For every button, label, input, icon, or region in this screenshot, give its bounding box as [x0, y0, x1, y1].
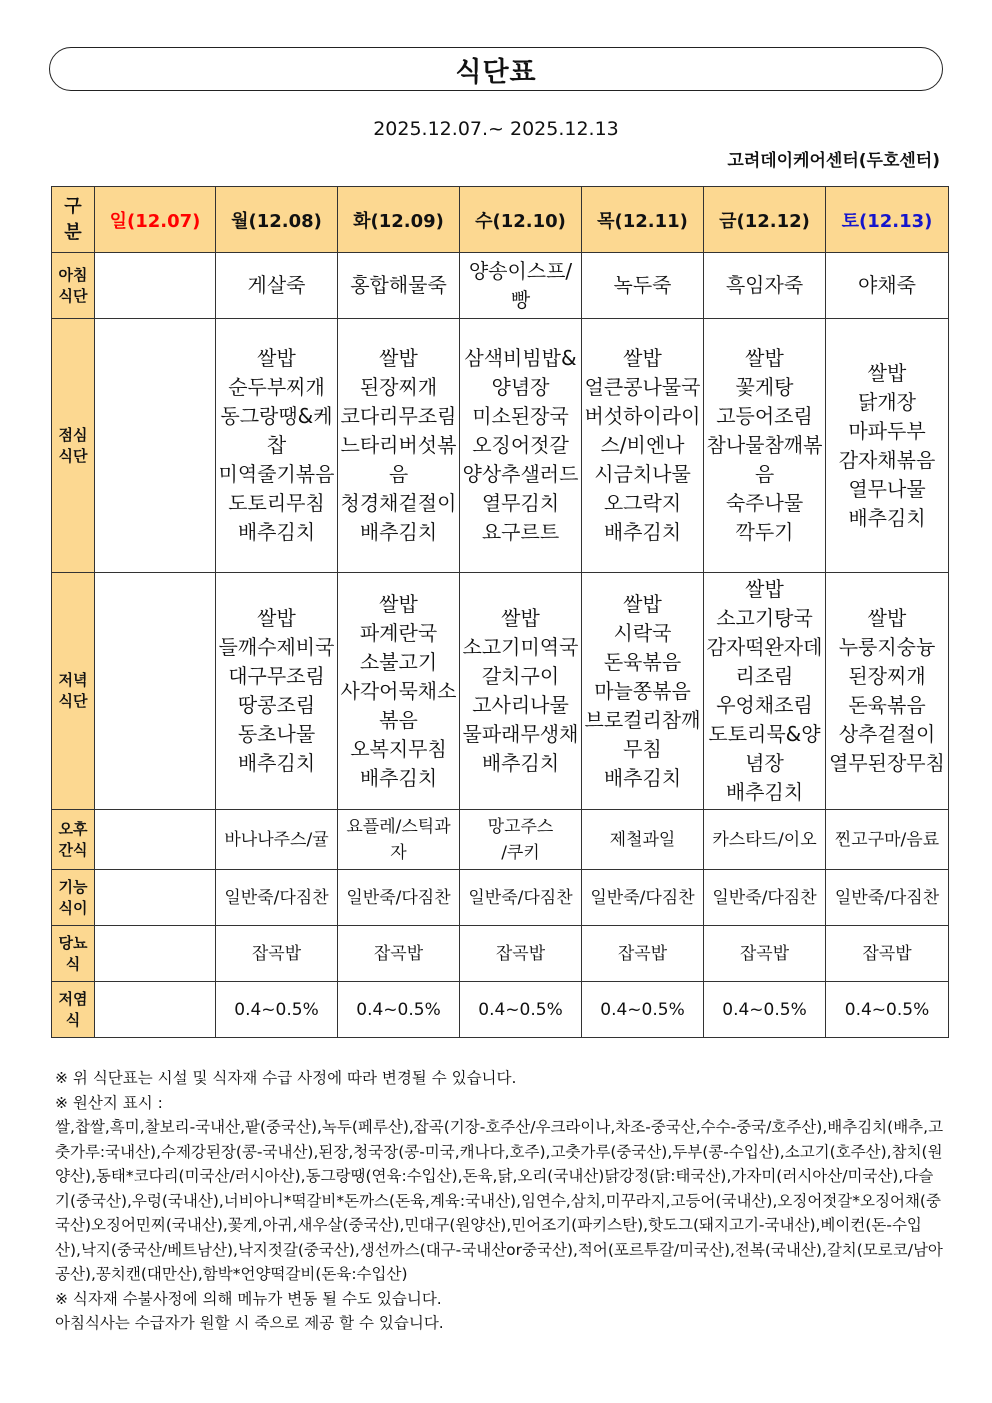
menu-item: 잡곡밥	[862, 943, 912, 964]
lowsalt-cell-thu	[582, 982, 704, 1038]
lowsalt-cell-mon	[216, 982, 338, 1038]
dinner-cell-thu	[582, 573, 704, 810]
menu-item: 0.4~0.5%	[600, 999, 685, 1020]
menu-item: 음	[754, 462, 775, 486]
menu-item: 브로컬리참깨	[584, 707, 701, 732]
snack-cell-sun	[95, 810, 216, 870]
lunch-cell-sun	[95, 319, 216, 573]
menu-item: 일반죽/다짐찬	[834, 887, 940, 908]
breakfast-cell-tue	[338, 253, 460, 319]
menu-item: 버섯하이라이	[584, 404, 701, 428]
menu-item: 배추김치	[603, 765, 682, 790]
menu-item: /쿠키	[501, 842, 540, 863]
notes	[55, 1066, 945, 1336]
breakfast-label	[52, 253, 95, 319]
menu-item: 오징어젓갈	[472, 433, 569, 457]
menu-item: 잡곡밥	[617, 943, 668, 964]
menu-item: 배추김치	[848, 505, 926, 530]
functional-label	[52, 870, 95, 926]
menu-item: 감자떡완자데	[706, 635, 823, 659]
lunch-cell-fri	[704, 319, 826, 573]
dinner-cell-tue	[338, 573, 460, 810]
menu-item: 녹두죽	[613, 273, 672, 297]
snack-label	[52, 810, 95, 870]
menu-item: 순두부찌개	[228, 375, 325, 399]
menu-item: 0.4~0.5%	[478, 999, 563, 1020]
lunch-cell-wed	[460, 319, 582, 573]
lunch-label	[52, 319, 95, 573]
menu-item: 무침	[623, 736, 662, 761]
menu-item: 청경채겉절이	[340, 491, 457, 515]
breakfast-row	[52, 253, 949, 319]
dinner-row	[52, 573, 949, 810]
note-change: ※ 위 식단표는 시설 및 식자재 수급 사정에 따라 변경될 수 있습니다.	[55, 1069, 517, 1087]
menu-item: 깍두기	[735, 520, 794, 544]
lunch-label-line: 점심	[58, 425, 88, 444]
menu-item: 양념장	[491, 375, 550, 399]
menu-item: 양송이스프/	[468, 258, 573, 283]
menu-item: 얼큰콩나물국	[584, 375, 701, 399]
breakfast-cell-mon	[216, 253, 338, 319]
functional-cell-mon	[216, 870, 338, 926]
menu-item: 쌀밥	[379, 346, 418, 370]
menu-item: 카스타드/이오	[712, 829, 817, 850]
day-header-wed: 수(12.10)	[460, 187, 582, 253]
menu-item: 0.4~0.5%	[722, 999, 807, 1020]
diabetic-row	[52, 926, 949, 982]
menu-item: 된장찌개	[359, 375, 438, 399]
menu-item: 동그랑땡&케	[220, 404, 333, 428]
menu-item: 일반죽/다짐찬	[712, 887, 817, 908]
breakfast-cell-sat	[826, 253, 949, 319]
menu-item: 소고기미역국	[462, 635, 579, 659]
menu-item: 오복지무침	[350, 736, 447, 761]
dinner-cell-wed	[460, 573, 582, 810]
breakfast-cell-wed	[460, 253, 582, 319]
diabetic-cell-wed	[460, 926, 582, 982]
menu-item: 일반죽/다짐찬	[346, 887, 451, 908]
snack-cell-sat	[826, 810, 949, 870]
menu-item: 일반죽/다짐찬	[468, 887, 573, 908]
menu-item: 요플레/스틱과	[346, 816, 451, 837]
menu-item: 쌀밥	[745, 577, 784, 601]
menu-item: 잡곡밥	[251, 943, 302, 964]
day-header-fri: 금(12.12)	[704, 187, 826, 253]
menu-item: 배추김치	[725, 780, 804, 804]
day-header-thu: 목(12.11)	[582, 187, 704, 253]
page-title: 식단표	[455, 56, 537, 88]
menu-item: 대구무조림	[228, 664, 325, 688]
functional-cell-sun	[95, 870, 216, 926]
note-breakfast: 아침식사는 수급자가 원할 시 죽으로 제공 할 수 있습니다.	[55, 1314, 444, 1332]
menu-item: 잡곡밥	[739, 943, 790, 964]
menu-item: 쌀밥	[867, 606, 907, 630]
menu-item: 스/비엔나	[600, 433, 685, 457]
menu-item: 돈육볶음	[603, 649, 682, 674]
functional-label-line: 기능	[58, 877, 88, 896]
diabetic-cell-tue	[338, 926, 460, 982]
lowsalt-label	[52, 982, 95, 1038]
menu-item: 열무김치	[481, 491, 560, 515]
lunch-row	[52, 319, 949, 573]
gubun-header	[52, 187, 95, 253]
functional-cell-sat	[826, 870, 949, 926]
menu-item: 파계란국	[359, 620, 438, 645]
menu-item: 배추김치	[603, 520, 682, 544]
menu-item: 찐고구마/음료	[834, 829, 940, 850]
lunch-cell-sat	[826, 319, 949, 573]
menu-item: 배추김치	[237, 751, 316, 775]
menu-item: 감자채볶음	[838, 447, 936, 472]
menu-item: 사각어묵채소	[340, 678, 457, 703]
menu-item: 일반죽/다짐찬	[590, 887, 695, 908]
breakfast-label-line: 식단	[58, 286, 88, 305]
menu-item: 바나나주스/귤	[224, 829, 329, 850]
day-header-tue: 화(12.09)	[338, 187, 460, 253]
lunch-cell-thu	[582, 319, 704, 573]
menu-item: 소고기탕국	[716, 606, 813, 630]
menu-item: 0.4~0.5%	[844, 999, 930, 1020]
day-header-mon: 월(12.08)	[216, 187, 338, 253]
dinner-label	[52, 573, 95, 810]
lunch-label-line: 식단	[58, 446, 88, 465]
center-name: 고려데이케어센터(두호센터)	[727, 151, 940, 171]
menu-table	[51, 186, 949, 1038]
menu-item: 도토리무침	[228, 491, 325, 515]
menu-item: 쌀밥	[379, 591, 418, 616]
diabetic-label	[52, 926, 95, 982]
snack-cell-fri	[704, 810, 826, 870]
diabetic-cell-mon	[216, 926, 338, 982]
menu-item: 빵	[510, 287, 531, 312]
menu-item: 야채죽	[858, 273, 916, 297]
lowsalt-row	[52, 982, 949, 1038]
gubun-bottom: 분	[64, 221, 82, 243]
functional-cell-tue	[338, 870, 460, 926]
menu-item: 쌀밥	[257, 606, 296, 630]
menu-item: 배추김치	[359, 765, 438, 790]
menu-item: 돈육볶음	[848, 693, 926, 717]
menu-item: 갈치구이	[481, 664, 560, 688]
functional-cell-thu	[582, 870, 704, 926]
diabetic-cell-sun	[95, 926, 216, 982]
menu-item: 쌀밥	[745, 346, 784, 370]
lowsalt-cell-fri	[704, 982, 826, 1038]
lowsalt-label-line: 저염	[58, 989, 88, 1008]
menu-item: 열무나물	[848, 476, 926, 501]
origin-text: 쌀,찹쌀,흑미,찰보리-국내산,팥(중국산),녹두(페루산),잡곡(기장-호주산/우크라이나,차조-중국산,수수-중국/호주산),배추김치(배추,고춧가루:국내산),수제강된장(콩-국내산),된장,청국장(콩-미국,캐나다,호주),고춧가루(중국산),두부(콩-수입산),소고기(호주산),참치(원양산),동태*코다리(미국산/러시아산),동그랑땡(연육:수입산),돈육,닭,오리(국내산)닭강정(닭:태국산),가자미(러시아산/미국산),다슬기(중국산),우렁(국내산),너비아니*떡갈비*돈까스(돈육,계육:국내산),임연수,삼치,미꾸라지,고등어(국내산),오징어젓갈*오징어채(중국산)오징어민찌(국내산),꽃게,아귀,새우살(중국산),민대구(원양산),민어조기(파키스탄),핫도그(돼지고기-국내산),베이컨(돈-수입산),낙지(중국산/베트남산),낙지젓갈(중국산),생선까스(대구-국내산or중국산),적어(포르투갈/미국산),전복(국내산),갈치(모로코/남아공산),꽁치캔(대만산),함박*언양떡갈비(돈육:수입산)	[55, 1118, 944, 1283]
menu-item: 음	[388, 462, 409, 486]
menu-item: 자	[390, 842, 407, 863]
menu-item: 쌀밥	[257, 346, 296, 370]
menu-item: 양상추샐러드	[462, 462, 579, 486]
menu-item: 시락국	[613, 620, 672, 645]
menu-item: 일반죽/다짐찬	[224, 887, 329, 908]
diabetic-cell-sat	[826, 926, 949, 982]
snack-cell-mon	[216, 810, 338, 870]
gubun-top: 구	[64, 195, 82, 217]
snack-label-line: 간식	[58, 840, 88, 859]
menu-item: 볶음	[379, 707, 418, 732]
menu-item: 누룽지숭늉	[838, 635, 936, 659]
menu-item: 쌀밥	[501, 606, 540, 630]
functional-label-line: 식이	[58, 898, 88, 917]
menu-item: 미역줄기볶음	[218, 462, 335, 486]
menu-item: 숙주나물	[725, 491, 804, 515]
menu-item: 쌀밥	[623, 591, 662, 616]
lowsalt-label-line: 식	[65, 1010, 81, 1029]
menu-item: 잡곡밥	[495, 943, 546, 964]
origin-title: ※ 원산지 표시 :	[55, 1093, 163, 1112]
menu-item: 흑임자죽	[725, 273, 804, 297]
menu-item: 잡곡밥	[373, 943, 424, 964]
menu-item: 마늘쫑볶음	[594, 678, 691, 703]
dinner-cell-sun	[95, 573, 216, 810]
menu-item: 배추김치	[359, 520, 438, 544]
breakfast-cell-fri	[704, 253, 826, 319]
breakfast-label-line: 아침	[58, 265, 88, 284]
diabetic-cell-thu	[582, 926, 704, 982]
header-row	[52, 187, 949, 253]
breakfast-cell-thu	[582, 253, 704, 319]
diabetic-label-line: 식	[65, 954, 81, 973]
snack-cell-wed	[460, 810, 582, 870]
snack-cell-tue	[338, 810, 460, 870]
menu-item: 소불고기	[359, 649, 438, 674]
menu-item: 념장	[745, 751, 784, 775]
menu-item: 상추겉절이	[838, 722, 936, 746]
menu-item: 0.4~0.5%	[356, 999, 441, 1020]
menu-item: 배추김치	[237, 520, 316, 544]
day-header-sat: 토(12.13)	[826, 187, 949, 253]
menu-item: 삼색비빔밥&	[464, 346, 577, 370]
lowsalt-cell-tue	[338, 982, 460, 1038]
menu-item: 미소된장국	[472, 404, 569, 428]
lunch-cell-tue	[338, 319, 460, 573]
menu-item: 꽃게탕	[735, 375, 794, 399]
lowsalt-cell-wed	[460, 982, 582, 1038]
title-box	[49, 47, 943, 91]
lunch-cell-mon	[216, 319, 338, 573]
menu-item: 된장찌개	[848, 664, 926, 688]
menu-item: 게살죽	[247, 273, 306, 297]
lowsalt-cell-sun	[95, 982, 216, 1038]
menu-item: 마파두부	[848, 418, 926, 443]
menu-item: 쌀밥	[623, 346, 662, 370]
menu-item: 고사리나물	[472, 693, 569, 717]
menu-item: 도토리묵&양	[708, 722, 821, 746]
dinner-cell-fri	[704, 573, 826, 810]
menu-item: 닭개장	[858, 389, 916, 414]
lowsalt-cell-sat	[826, 982, 949, 1038]
menu-item: 시금치나물	[594, 462, 691, 486]
menu-item: 0.4~0.5%	[234, 999, 319, 1020]
menu-item: 느타리버섯볶	[340, 433, 457, 457]
note-supply: ※ 식자재 수불사정에 의해 메뉴가 변동 될 수도 있습니다.	[55, 1289, 442, 1308]
menu-item: 망고주스	[487, 816, 554, 837]
menu-item: 쌀밥	[867, 360, 907, 385]
dinner-label-line: 식단	[58, 692, 88, 710]
dinner-cell-sat	[826, 573, 949, 810]
menu-item: 오그락지	[603, 491, 682, 515]
menu-item: 리조림	[735, 664, 794, 688]
day-header-sun: 일(12.07)	[95, 187, 216, 253]
menu-item: 참나물참깨볶	[706, 433, 823, 457]
menu-item: 요구르트	[481, 520, 560, 544]
functional-cell-wed	[460, 870, 582, 926]
menu-item: 찹	[266, 433, 287, 457]
functional-row	[52, 870, 949, 926]
diabetic-cell-fri	[704, 926, 826, 982]
menu-item: 열무된장무침	[829, 751, 945, 775]
snack-cell-thu	[582, 810, 704, 870]
menu-item: 배추김치	[481, 751, 560, 775]
menu-item: 제철과일	[609, 829, 676, 850]
menu-item: 홍합해물죽	[350, 273, 447, 297]
menu-item: 고등어조림	[716, 404, 813, 428]
snack-label-line: 오후	[58, 819, 88, 838]
date-range: 2025.12.07.~ 2025.12.13	[373, 118, 619, 140]
menu-item: 동초나물	[237, 722, 316, 746]
snack-row	[52, 810, 949, 870]
menu-item: 우엉채조림	[716, 693, 813, 717]
dinner-label-line: 저녁	[58, 671, 88, 689]
functional-cell-fri	[704, 870, 826, 926]
menu-item: 땅콩조림	[237, 693, 316, 717]
menu-item: 코다리무조림	[340, 404, 457, 428]
breakfast-cell-sun	[95, 253, 216, 319]
menu-item: 물파래무생채	[462, 722, 579, 746]
dinner-cell-mon	[216, 573, 338, 810]
menu-item: 들깨수제비국	[218, 635, 335, 659]
diabetic-label-line: 당뇨	[58, 933, 88, 952]
